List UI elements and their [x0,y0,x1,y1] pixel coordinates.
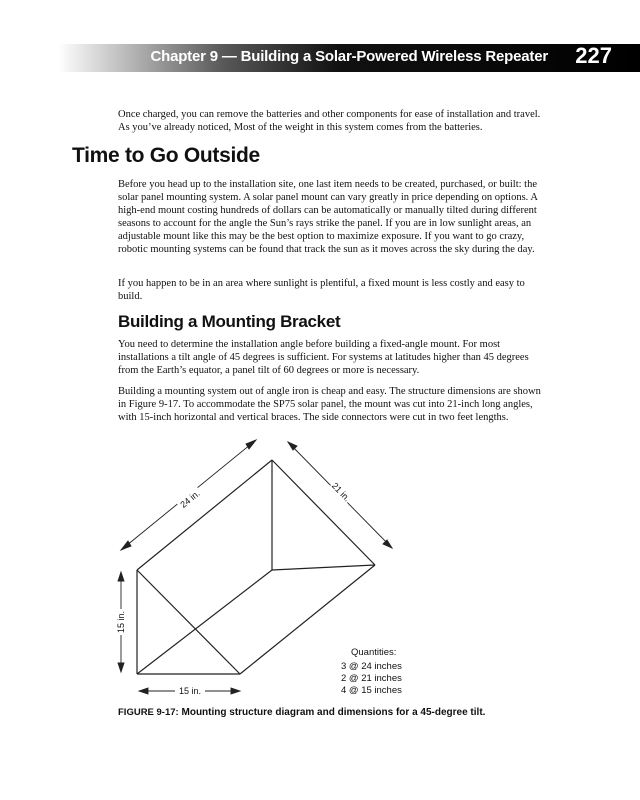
arrowhead [246,440,256,449]
arrowhead [118,663,124,672]
dimension-label-15-vertical: 15 in. [116,610,126,634]
section-heading: Time to Go Outside [72,144,260,167]
quantity-item: 3 @ 24 inches [341,661,402,672]
arrowhead [121,541,131,550]
figure-caption-text: Mounting structure diagram and dimensions for a 45-degree tilt. [181,707,486,718]
arrowhead [288,442,297,450]
quantities-title: Quantities: [351,647,397,658]
arrowhead [139,688,148,694]
figure-caption-label: FIGURE 9-17: [118,707,179,718]
frame-back-horizontal [272,565,375,570]
frame-top-left-edge [137,460,272,570]
quantity-item: 4 @ 15 inches [341,685,402,696]
paragraph-tilt-angle: You need to determine the installation angle before building a fixed-angle mount. For most installations a tilt angle of 45 degrees is sufficient. For systems at latitudes higher than 45 degrees from the Earth’s equator, a panel tilt of 60 degrees or more is necessary. [118,339,529,376]
frame-diagonal-front [137,570,240,674]
arrowhead [231,688,240,694]
frame-diagonal-back [137,570,272,674]
chapter-title: Chapter 9 — Building a Solar-Powered Wireless Repeater [150,48,548,65]
frame-top-right-edge [272,460,375,565]
figure-caption [118,707,485,718]
dimension-label-24: 24 in. [178,488,202,510]
paragraph-mounting-system: Before you head up to the installation site, one last item needs to be created, purchased, or built: the solar panel mounting system. A solar panel mount can vary greatly in price depending on options. A high-end mount costing hundreds of dollars can be automatically or manually tilted during different seasons to account for the angle the Sun’s rays strike the panel. If you are in low sunlight areas, an adjustable mount like this may be the best option to maximize exposure. If you want to go crazy, robotic mounting systems can be found that track the sun as it moves across the sky during the day. [118,179,538,255]
arrowhead [383,540,392,548]
dimension-label-21: 21 in. [329,480,353,504]
subsection-heading: Building a Mounting Bracket [118,312,341,331]
page-number: 227 [575,43,612,68]
paragraph-fixed-mount: If you happen to be in an area where sunlight is plentiful, a fixed mount is less costly and easy to build. [118,278,525,302]
arrowhead [118,572,124,581]
paragraph-angle-iron: Building a mounting system out of angle iron is cheap and easy. The structure dimensions are shown in Figure 9-17. To accommodate the SP75 solar panel, the mount was cut into 21-inch long angles, with 15-inch horizontal and vertical braces. The side connectors were cut in two feet lengths. [118,386,541,423]
quantity-item: 2 @ 21 inches [341,673,402,684]
dimension-label-15-horizontal: 15 in. [178,686,202,696]
paragraph-intro: Once charged, you can remove the batteries and other components for ease of installation and travel. As you’ve already noticed, Most of the weight in this system comes from the batteries. [118,109,541,133]
